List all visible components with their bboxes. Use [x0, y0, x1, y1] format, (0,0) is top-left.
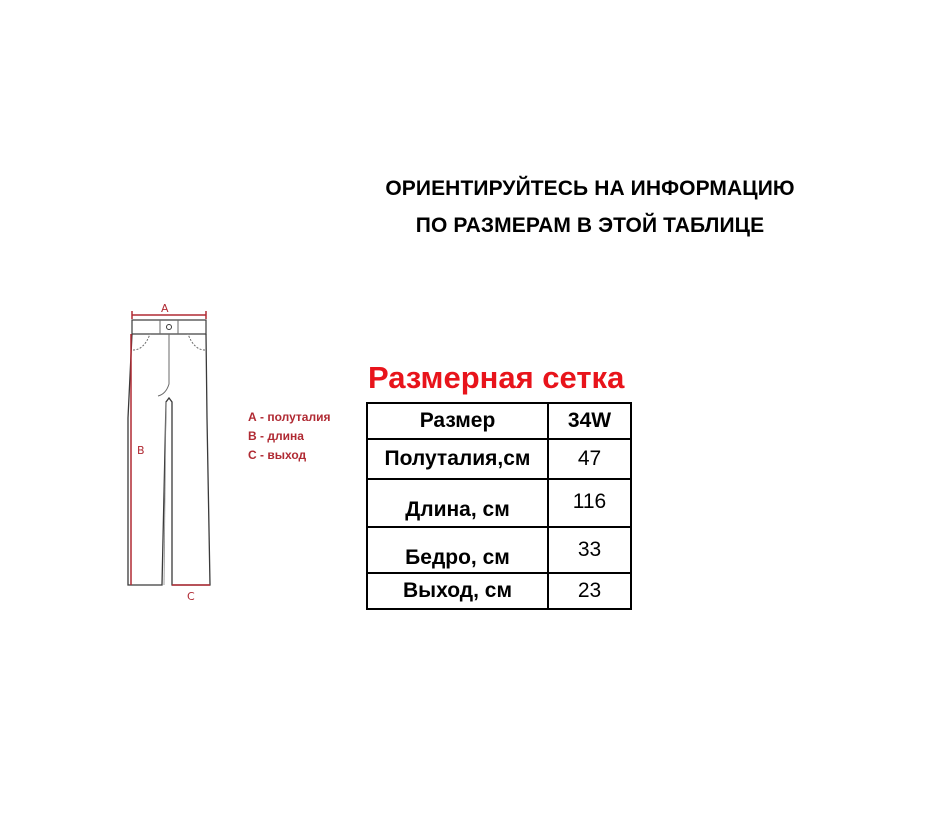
- row-label-opening: Выход, см: [367, 573, 548, 609]
- letter-b: B: [137, 444, 145, 457]
- row-label-length: Длина, см: [367, 479, 548, 527]
- row-label-waist: Полуталия,см: [367, 439, 548, 479]
- table-row: [367, 527, 631, 573]
- headline-line-1: ОРИЕНТИРУЙТЕСЬ НА ИНФОРМАЦИЮ: [385, 177, 795, 200]
- pants-diagram: [110, 298, 220, 608]
- table-row: [367, 439, 631, 479]
- headline-line-2: ПО РАЗМЕРАМ В ЭТОЙ ТАБЛИЦЕ: [415, 214, 765, 237]
- row-label-hip: Бедро, см: [367, 527, 548, 573]
- pocket-right: [188, 334, 205, 350]
- legend-item-b: В - длина: [248, 429, 304, 443]
- pocket-left: [133, 334, 150, 350]
- fly-seam: [158, 334, 169, 396]
- size-chart-title: Размерная сетка: [368, 360, 625, 395]
- header-label: Размер: [367, 403, 548, 439]
- table-row: [367, 479, 631, 527]
- row-value-length: 116: [548, 479, 631, 527]
- headline: [330, 170, 850, 244]
- legend-item-a: А - полуталия: [248, 410, 331, 424]
- row-value-waist: 47: [548, 439, 631, 479]
- diagram-legend: [248, 408, 330, 465]
- waistband: [132, 320, 206, 334]
- table-header-row: [367, 403, 631, 439]
- header-size: 34W: [548, 403, 631, 439]
- row-value-opening: 23: [548, 573, 631, 609]
- table-row: [367, 573, 631, 609]
- size-table: [366, 402, 632, 610]
- legend-item-c: С - выход: [248, 448, 307, 462]
- letter-c: C: [187, 590, 195, 603]
- letter-a: A: [161, 302, 169, 315]
- button-icon: [167, 325, 172, 330]
- row-value-hip: 33: [548, 527, 631, 573]
